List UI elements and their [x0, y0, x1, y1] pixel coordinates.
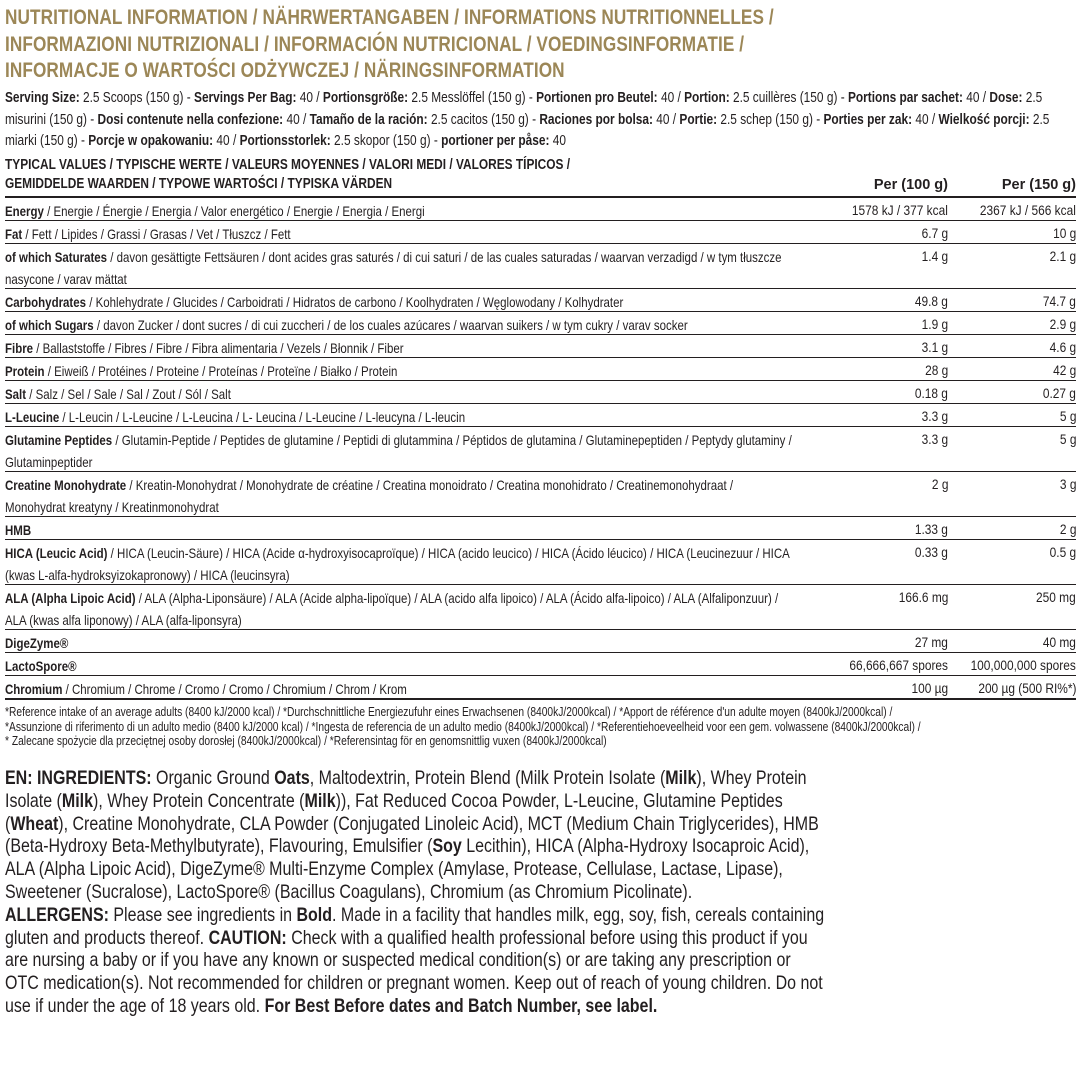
- value-per-100g: 1.33 g: [914, 521, 948, 537]
- value-per-150g: 2 g: [1059, 521, 1076, 537]
- value-per-150g: 10 g: [1052, 225, 1076, 241]
- nutrient-translations: / davon Zucker / dont sucres / di cui zuccheri / de los cuales azúcares / waarvan suikers / w tym cukry / varav socker: [93, 317, 688, 333]
- nutrient-label: [5, 587, 792, 631]
- serving-value: 40 /: [283, 111, 310, 128]
- nutrient-name: Fat: [5, 226, 23, 242]
- serving-key: Portionsstorlek:: [239, 133, 331, 149]
- table-row: [5, 676, 1076, 700]
- serving-value: 2.5 cuillères (150 g) -: [729, 90, 848, 106]
- value-per-150g: 100,000,000 spores: [970, 657, 1076, 673]
- nutrient-label: [5, 200, 792, 222]
- nutrient-label: [5, 291, 792, 313]
- heading-line: INFORMACJE O WARTOŚCI ODŻYWCZEJ / NÄRINGSINFORMATION: [5, 58, 565, 82]
- table-row: [5, 381, 1076, 404]
- nutrient-label: [5, 383, 792, 405]
- nutrient-translations: / Glutamin-Peptide / Peptides de glutamine / Peptidi di glutammina / Péptidos de glutamina / Glutaminepeptiden / Peptydy glutaminy / Glutaminpeptider: [5, 432, 792, 470]
- ingredient-text: ), Creatine Monohydrate, CLA Powder (Conjugated Linoleic Acid), MCT (Medium Chain Triglycerides), HMB (Beta-Hydroxy Beta-Methylbutyrate), Flavouring, Emulsifier (: [5, 812, 819, 858]
- nutrient-label: [5, 655, 792, 677]
- value-per-150g: 5 g: [1059, 408, 1076, 424]
- nutrient-translations: / L-Leucin / L-Leucine / L-Leucina / L- Leucina / L-Leucine / L-leucyna / L-leucin: [59, 409, 466, 425]
- serving-value: 2.5 cacitos (150 g) -: [427, 111, 540, 128]
- allergen-word: Wheat: [10, 812, 59, 835]
- value-per-100g: 3.1 g: [921, 339, 948, 355]
- ingredient-text: Lecithin), HICA (Alpha-Hydroxy Isocaproic Acid), ALA (Alpha Lipoic Acid), DigeZyme® Multi-Enzyme Complex (Amylase, Protease, Cellulase, Lactase, Lipase), Sweetener (Sucralose), LactoSpore® (Bacillus Coagulans), Chromium (as Chromium Picolinate).: [5, 835, 810, 903]
- value-per-100g: 3.3 g: [921, 431, 948, 447]
- nutrient-name: L-Leucine: [5, 409, 60, 425]
- nutrient-name: Salt: [5, 386, 27, 402]
- allergen-word: EN: INGREDIENTS:: [5, 767, 152, 789]
- value-per-100g: 1.9 g: [921, 316, 948, 332]
- table-row: [5, 630, 1076, 653]
- table-row: [5, 335, 1076, 358]
- nutrient-name: DigeZyme®: [5, 635, 69, 651]
- table-row: [5, 289, 1076, 312]
- value-per-150g: 4.6 g: [1049, 339, 1076, 355]
- nutrient-translations: / ALA (Alpha-Liponsäure) / ALA (Acide alpha-lipoïque) / ALA (acido alfa lipoico) / ALA (Ácido alfa-lipoico) / ALA (Alfaliponzuur) / ALA (kwas alfa liponowy) / ALA (alfa-liponsyra): [5, 590, 779, 628]
- value-per-150g: 0.5 g: [1049, 544, 1076, 560]
- serving-value: 40 /: [213, 133, 240, 149]
- footnote-line: *Assunzione di riferimento di un adulto medio (8400 kJ/2000 kcal) / *Ingesta de referencia de un adulto medio (8400kJ/2000kcal) / *Referentiehoeveelheid voor een gem. volwassene (8400kJ/2000kcal) /: [5, 719, 921, 734]
- allergen-word: Milk: [304, 789, 336, 812]
- emphasis-text: CAUTION:: [208, 926, 287, 949]
- warning-text: Please see ingredients in: [108, 903, 297, 926]
- nutrient-label: [5, 542, 792, 586]
- nutrient-name: LactoSpore®: [5, 658, 77, 674]
- value-per-100g: 49.8 g: [914, 293, 948, 309]
- emphasis-text: For Best Before dates and Batch Number, see label.: [264, 994, 658, 1017]
- ingredients-text: [5, 767, 825, 904]
- table-row: [5, 472, 1076, 517]
- header-line: GEMIDDELDE WAARDEN / TYPOWE WARTOŚCI / TYPISKA VÄRDEN: [5, 176, 393, 192]
- nutrient-name: Protein: [5, 363, 45, 379]
- nutrient-name: HICA (Leucic Acid): [5, 545, 108, 561]
- nutrient-label: [5, 429, 792, 473]
- value-per-100g: 2 g: [931, 476, 948, 492]
- serving-value: 2.5 Messlöffel (150 g) -: [408, 90, 537, 106]
- nutrient-translations: / Fett / Lipides / Grassi / Grasas / Vet / Tłuszcz / Fett: [22, 226, 291, 242]
- serving-key: Tamaño de la ración:: [309, 111, 428, 128]
- allergen-word: Soy: [432, 835, 462, 858]
- nutrient-label: [5, 474, 792, 518]
- serving-value: 40 /: [296, 90, 323, 106]
- nutrient-label: [5, 632, 792, 654]
- table-row: [5, 585, 1076, 630]
- nutrient-label: [5, 678, 792, 700]
- table-header: [5, 154, 1076, 198]
- serving-key: Raciones por bolsa:: [539, 111, 653, 128]
- value-per-100g: 27 mg: [914, 634, 948, 650]
- table-body: [5, 198, 1076, 700]
- heading-line: NUTRITIONAL INFORMATION / NÄHRWERTANGABEN / INFORMATIONS NUTRITIONNELLES /: [5, 5, 774, 29]
- serving-value: 40 /: [652, 111, 680, 128]
- serving-value: 40 /: [657, 90, 685, 106]
- allergen-word: Milk: [61, 789, 93, 812]
- table-row: [5, 427, 1076, 472]
- warning-text: . Made in a facility that handles milk, egg, soy, fish, cereals containing gluten and products thereof.: [5, 903, 825, 949]
- serving-value: 2.5 Scoops (150 g) -: [79, 90, 195, 106]
- table-row: [5, 244, 1076, 289]
- value-per-150g: 2.1 g: [1049, 248, 1076, 264]
- column-per-100g: Per (100 g): [873, 177, 948, 193]
- nutrient-name: of which Saturates: [5, 249, 108, 265]
- value-per-150g: 3 g: [1059, 476, 1076, 492]
- emphasis-text: ALLERGENS:: [5, 903, 109, 926]
- serving-key: Servings Per Bag:: [194, 90, 297, 106]
- serving-value: 40: [549, 133, 567, 149]
- nutrient-label: [5, 223, 792, 245]
- table-row: [5, 653, 1076, 676]
- value-per-100g: 6.7 g: [921, 225, 948, 241]
- ingredient-text: ), Whey Protein Concentrate (: [92, 789, 305, 812]
- table-row: [5, 312, 1076, 335]
- nutrient-name: HMB: [5, 522, 32, 538]
- nutrient-translations: / Kreatin-Monohydrat / Monohydrate de créatine / Creatina monoidrato / Creatina monohidrato / Creatinemonohydraat / Monohydrat kreatyny / Kreatinmonohydrat: [5, 477, 734, 515]
- allergens-text: [5, 904, 825, 1018]
- serving-key: Portion:: [684, 90, 730, 106]
- serving-value: 40 /: [962, 90, 990, 106]
- value-per-150g: 200 µg (500 RI%*): [977, 680, 1076, 696]
- nutrient-name: Fibre: [5, 340, 34, 356]
- nutrient-translations: / Chromium / Chrome / Cromo / Cromo / Chromium / Chrom / Krom: [62, 681, 407, 697]
- serving-value: 2.5 miarki (150 g) -: [5, 111, 1050, 149]
- allergen-word: Milk: [665, 767, 697, 789]
- nutrient-label: [5, 360, 792, 382]
- nutrient-name: of which Sugars: [5, 317, 94, 333]
- value-per-100g: 66,666,667 spores: [849, 657, 948, 673]
- serving-key: Portions par sachet:: [847, 90, 963, 106]
- ingredient-text: Organic Ground: [151, 767, 275, 789]
- serving-key: Portionen pro Beutel:: [536, 90, 658, 106]
- nutrition-heading: [5, 4, 1069, 84]
- value-per-100g: 3.3 g: [921, 408, 948, 424]
- emphasis-text: Bold: [296, 903, 333, 926]
- nutrient-label: [5, 337, 792, 359]
- value-per-100g: 1578 kJ / 377 kcal: [852, 202, 948, 218]
- value-per-150g: 2.9 g: [1049, 316, 1076, 332]
- nutrient-name: Energy: [5, 203, 44, 219]
- value-per-150g: 250 mg: [1036, 589, 1076, 605]
- warning-text: Check with a qualified health professional before using this product if you are nursing a baby or if you have any known or suspected medical condition(s) or are taking any prescription or OTC medication(s). Not recommended for children or pregnant women. Keep out of reach of young children. Do not use if under the age of 18 years old.: [5, 926, 823, 1017]
- value-per-100g: 28 g: [924, 362, 948, 378]
- ingredient-text: , Maltodextrin, Protein Blend (Milk Protein Isolate (: [309, 767, 666, 789]
- nutrition-table: [5, 154, 1076, 700]
- nutrient-translations: / HICA (Leucin-Säure) / HICA (Acide α-hydroxyisocaproïque) / HICA (acido leucico) / HICA (Ácido léucico) / HICA (Leucinezuur / HICA (kwas L-alfa-hydroksyizokapronowy) / HICA (leucinsyra): [5, 545, 790, 583]
- nutrient-translations: / davon gesättigte Fettsäuren / dont acides gras saturés / di cui saturi / de las cuales saturadas / waarvan verzadigd / w tym tłuszcze nasycone / varav mättat: [5, 249, 782, 287]
- table-row: [5, 517, 1076, 540]
- footnote-line: *Reference intake of an average adults (8400 kJ/2000 kcal) / *Durchschnittliche Energiezufuhr eines Erwachsenen (8400kJ/2000kcal) / *Apport de référence d'un adulte moyen (8400kJ/2000kcal) /: [5, 705, 893, 719]
- table-row: [5, 358, 1076, 381]
- nutrient-name: Glutamine Peptides: [5, 432, 113, 448]
- nutrient-name: ALA (Alpha Lipoic Acid): [5, 590, 136, 606]
- serving-key: Portie:: [679, 111, 718, 128]
- nutrient-label: [5, 246, 792, 290]
- reference-intake-footnote: [5, 705, 1079, 753]
- serving-key: Serving Size:: [5, 90, 80, 106]
- ingredients-block: [5, 767, 825, 1018]
- serving-key: Portionsgröße:: [322, 90, 409, 106]
- value-per-100g: 1.4 g: [921, 248, 948, 264]
- ingredient-text: )), Fat Reduced Cocoa Powder, L-Leucine, Glutamine Peptides (: [5, 789, 783, 835]
- serving-key: portioner per påse:: [441, 133, 550, 149]
- value-per-150g: 2367 kJ / 566 kcal: [980, 202, 1076, 218]
- serving-value: 2.5 misurini (150 g) -: [5, 90, 1043, 128]
- nutrient-name: Creatine Monohydrate: [5, 477, 127, 493]
- serving-key: Porcje w opakowaniu:: [88, 133, 214, 149]
- value-per-150g: 74.7 g: [1042, 293, 1076, 309]
- serving-key: Dose:: [989, 90, 1023, 106]
- nutrient-label: [5, 406, 792, 428]
- ingredient-text: ), Whey Protein Isolate (: [5, 767, 807, 812]
- allergen-word: Oats: [274, 767, 310, 789]
- serving-info: [5, 88, 1071, 154]
- value-per-100g: 0.18 g: [914, 385, 948, 401]
- nutrient-translations: / Kohlehydrate / Glucides / Carboidrati / Hidratos de carbono / Koolhydraten / Węglowodany / Kolhydrater: [86, 294, 624, 310]
- serving-key: Wielkość porcji:: [938, 111, 1030, 128]
- serving-key: Dosi contenute nella confezione:: [97, 111, 284, 128]
- table-row: [5, 404, 1076, 427]
- column-per-150g: Per (150 g): [1001, 177, 1076, 193]
- table-row: [5, 540, 1076, 585]
- value-per-150g: 42 g: [1052, 362, 1076, 378]
- typical-values-label: [5, 156, 825, 194]
- value-per-100g: 100 µg: [911, 680, 948, 696]
- table-row: [5, 198, 1076, 221]
- value-per-150g: 5 g: [1059, 431, 1076, 447]
- value-per-100g: 166.6 mg: [898, 589, 948, 605]
- nutrient-translations: / Eiweiß / Protéines / Proteine / Proteínas / Proteïne / Białko / Protein: [44, 363, 398, 379]
- nutrient-label: [5, 314, 792, 336]
- nutrient-translations: / Energie / Énergie / Energia / Valor energético / Energie / Energia / Energi: [43, 203, 425, 219]
- heading-line: INFORMAZIONI NUTRIZIONALI / INFORMACIÓN NUTRICIONAL / VOEDINGSINFORMATIE /: [5, 31, 745, 56]
- value-per-100g: 0.33 g: [914, 544, 948, 560]
- serving-value: 2.5 skopor (150 g) -: [330, 133, 442, 149]
- nutrient-name: Chromium: [5, 681, 63, 697]
- serving-value: 2.5 schep (150 g) -: [717, 111, 824, 128]
- value-per-150g: 0.27 g: [1042, 385, 1076, 401]
- nutrient-name: Carbohydrates: [5, 294, 87, 310]
- serving-key: Porties per zak:: [823, 111, 913, 128]
- nutrient-translations: / Salz / Sel / Sale / Sal / Zout / Sól / Salt: [26, 386, 231, 402]
- nutrient-translations: / Ballaststoffe / Fibres / Fibre / Fibra alimentaria / Vezels / Błonnik / Fiber: [33, 340, 404, 356]
- footnote-line: * Zalecane spożycie dla przeciętnej osoby dorosłej (8400kJ/2000kcal) / *Referensintag för en genomsnittlig vuxen (8400kJ/2000kcal): [5, 734, 607, 748]
- value-per-150g: 40 mg: [1042, 634, 1076, 650]
- serving-value: 40 /: [912, 111, 939, 128]
- table-row: [5, 221, 1076, 244]
- nutrient-label: [5, 519, 792, 541]
- header-line: TYPICAL VALUES / TYPISCHE WERTE / VALEURS MOYENNES / VALORI MEDI / VALORES TÍPICOS /: [5, 157, 571, 173]
